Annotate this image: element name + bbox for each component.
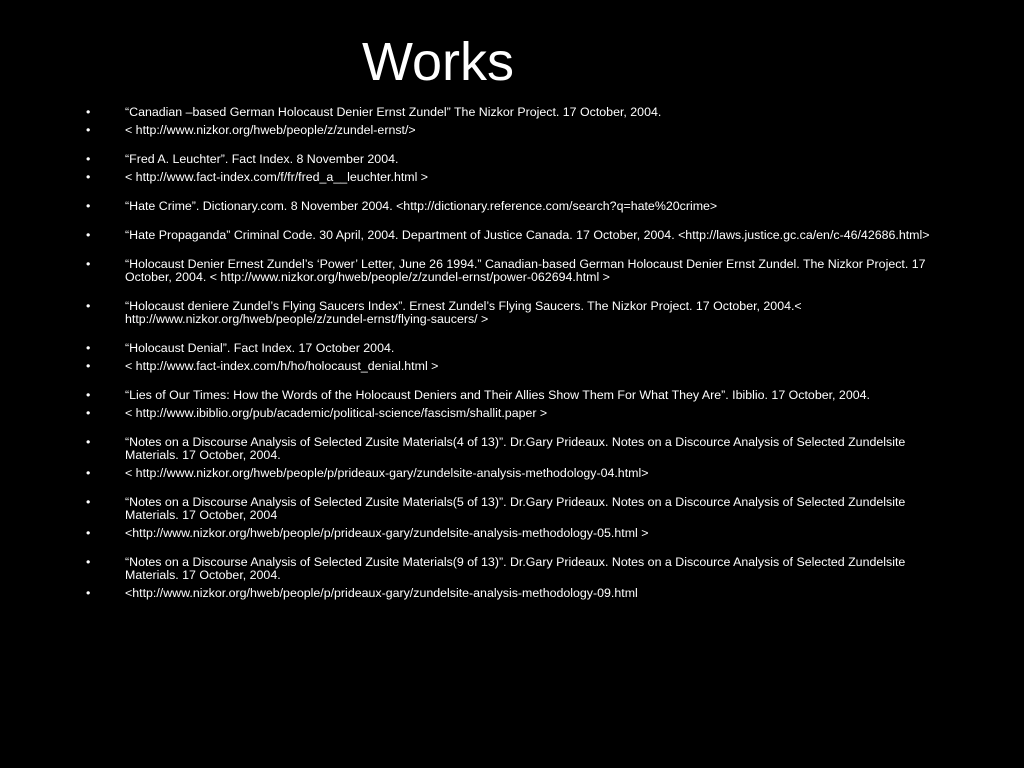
reference-item [86, 106, 936, 119]
reference-item [86, 124, 936, 137]
reference-text: <http://www.nizkor.org/hweb/people/p/prideaux-gary/zundelsite-analysis-methodology-05.html > [125, 526, 649, 540]
bullet-icon: • [86, 105, 91, 119]
slide-title: Works [361, 32, 514, 92]
bullet-icon: • [86, 586, 91, 600]
bullet-icon: • [86, 123, 91, 137]
reference-text: “Holocaust Denial”. Fact Index. 17 October 2004. [125, 341, 395, 355]
reference-text: “Fred A. Leuchter”. Fact Index. 8 November 2004. [125, 152, 399, 166]
reference-item [86, 229, 936, 242]
reference-text: “Hate Crime”. Dictionary.com. 8 November 2004. <http://dictionary.reference.com/search?q=hate%20crime> [125, 199, 718, 213]
reference-item [86, 587, 936, 600]
bullet-icon: • [86, 170, 91, 184]
reference-text: < http://www.nizkor.org/hweb/people/z/zundel-ernst/> [125, 123, 416, 137]
reference-item [86, 342, 936, 355]
reference-text: “Holocaust deniere Zundel’s Flying Saucers Index”. Ernest Zundel’s Flying Saucers. The Nizkor Project. 17 October, 2004.< http://www.nizkor.org/hweb/people/z/zundel-ernst/flying-saucers/ > [125, 299, 802, 326]
reference-item [86, 556, 936, 582]
bullet-icon: • [86, 152, 91, 166]
bullet-icon: • [86, 435, 91, 449]
reference-item [86, 258, 936, 284]
reference-text: < http://www.fact-index.com/f/fr/fred_a__leuchter.html > [125, 170, 429, 184]
reference-text: < http://www.nizkor.org/hweb/people/p/prideaux-gary/zundelsite-analysis-methodology-04.html> [125, 466, 649, 480]
bullet-icon: • [86, 388, 91, 402]
reference-item [86, 153, 936, 166]
reference-item [86, 436, 936, 462]
reference-text: “Notes on a Discourse Analysis of Selected Zusite Materials(5 of 13)”. Dr.Gary Prideaux. Notes on a Discource Analysis of Selected Zundelsite Materials. 17 October, 2004 [125, 495, 906, 522]
reference-item [86, 407, 936, 420]
reference-item [86, 467, 936, 480]
reference-text: “Notes on a Discourse Analysis of Selected Zusite Materials(4 of 13)”. Dr.Gary Prideaux. Notes on a Discource Analysis of Selected Zundelsite Materials. 17 October, 2004. [125, 435, 906, 462]
reference-text: “Canadian –based German Holocaust Denier Ernst Zundel” The Nizkor Project. 17 October, 2004. [125, 105, 662, 119]
bullet-icon: • [86, 495, 91, 509]
reference-item [86, 360, 936, 373]
bullet-icon: • [86, 406, 91, 420]
bullet-icon: • [86, 341, 91, 355]
reference-item [86, 200, 936, 213]
bullet-icon: • [86, 555, 91, 569]
reference-text: < http://www.fact-index.com/h/ho/holocaust_denial.html > [125, 359, 439, 373]
bullet-icon: • [86, 299, 91, 313]
reference-item [86, 389, 936, 402]
reference-item [86, 527, 936, 540]
reference-text: <http://www.nizkor.org/hweb/people/p/prideaux-gary/zundelsite-analysis-methodology-09.html [125, 586, 638, 600]
bullet-icon: • [86, 228, 91, 242]
bullet-icon: • [86, 466, 91, 480]
reference-text: < http://www.ibiblio.org/pub/academic/political-science/fascism/shallit.paper > [125, 406, 548, 420]
bullet-icon: • [86, 526, 91, 540]
reference-text: “Hate Propaganda” Criminal Code. 30 April, 2004. Department of Justice Canada. 17 October, 2004. <http://laws.justice.gc.ca/en/c-46/42686.html> [125, 228, 930, 242]
reference-text: “Lies of Our Times: How the Words of the Holocaust Deniers and Their Allies Show Them For What They Are”. Ibiblio. 17 October, 2004. [125, 388, 870, 402]
bullet-icon: • [86, 359, 91, 373]
reference-text: “Notes on a Discourse Analysis of Selected Zusite Materials(9 of 13)”. Dr.Gary Prideaux. Notes on a Discource Analysis of Selected Zundelsite Materials. 17 October, 2004. [125, 555, 906, 582]
bullet-icon: • [86, 199, 91, 213]
bullet-icon: • [86, 257, 91, 271]
reference-text: “Holocaust Denier Ernest Zundel’s ‘Power’ Letter, June 26 1994.” Canadian-based German Holocaust Denier Ernst Zundel. The Nizkor Project. 17 October, 2004. < http://www.nizkor.org/hweb/people/z/zundel-ernst/power-062694.html > [125, 257, 926, 284]
reference-item [86, 496, 936, 522]
reference-item [86, 300, 936, 326]
reference-list [86, 106, 936, 605]
reference-item [86, 171, 936, 184]
